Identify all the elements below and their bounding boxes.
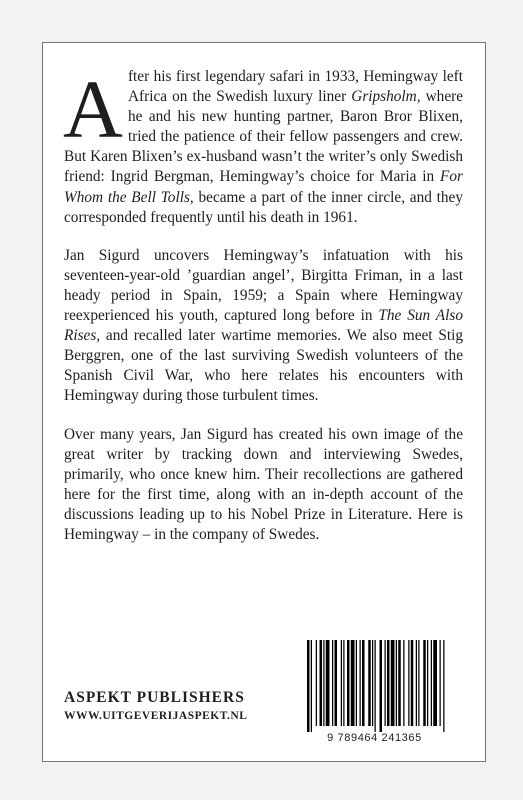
barcode-bar <box>341 640 342 726</box>
drop-cap: A <box>63 63 123 155</box>
barcode-bar <box>360 640 361 726</box>
book-title-italic: The Sun Also Rises <box>64 307 463 345</box>
barcode-bar <box>423 640 426 726</box>
ship-name: Gripsholm <box>351 88 417 106</box>
isbn-barcode <box>297 636 452 746</box>
barcode-bar <box>351 640 355 726</box>
barcode-bar <box>396 640 397 726</box>
barcode-bar <box>332 640 333 726</box>
barcode-bar <box>443 640 444 732</box>
barcode-bar <box>311 640 312 732</box>
blurb-line: left Africa on the Swedish luxury liner <box>127 68 463 106</box>
blurb-text-run: Over many years, Jan Sigurd has created his own image of the great writer by tracking down and interviewing Swedes, primarily, who once knew him. Their recollections are gathered here for the first time, along with an in-depth account of the discussions leading up to his Nobel Prize in Literature. Here is Hemingway – in the company of Swedes. <box>64 425 463 543</box>
book-title-italic: For Whom the Bell Tolls <box>64 168 463 206</box>
barcode-bar <box>398 640 401 726</box>
barcode-bar <box>408 640 409 726</box>
barcode-bar <box>385 640 386 726</box>
barcode-bar <box>347 640 350 726</box>
blurb-punct: , <box>416 88 421 106</box>
barcode-bar <box>433 640 437 726</box>
barcode-bar <box>368 640 371 726</box>
blurb-text-run: , became a part of the inner circle, and they corresponded frequently until his death in 1961. <box>64 188 463 226</box>
barcode-bar <box>440 640 441 726</box>
publisher-name: ASPEKT PUBLISHERS <box>64 689 245 706</box>
barcode-bar <box>372 640 373 726</box>
barcode-bar <box>391 640 395 726</box>
barcode-bar <box>316 640 317 726</box>
barcode-bar <box>427 640 428 726</box>
blurb-paragraph-1 <box>63 63 463 228</box>
barcode-bar <box>431 640 432 726</box>
barcode-bar <box>375 640 376 732</box>
publisher-url: WWW.UITGEVERIJASPEKT.NL <box>64 710 248 722</box>
cover-frame <box>42 42 486 762</box>
blurb-text-run: , and recalled later wartime memories. We also meet Stig Berggren, one of the last surviving Swedish volunteers of the Spanish Civil War, who here relates his encounters with Hemingway during those turbulent times. <box>64 327 463 405</box>
barcode-bar <box>356 640 357 726</box>
blurb-text-run: Bror Blixen, tried the patience of their fellow passengers and crew. But Karen Blixen’s ex-husband wasn’t the writer’s only Swedish friend: Ingrid Bergman, Hemingway’s choice for Maria in <box>64 108 463 186</box>
blurb-paragraph-2 <box>64 246 463 407</box>
barcode-bar <box>307 640 310 732</box>
barcode-bars <box>297 636 452 732</box>
barcode-bar <box>323 640 324 726</box>
barcode-bar <box>326 640 330 726</box>
blurb-text-run: Jan Sigurd uncovers Hemingway’s infatuation with his seventeen-year-old ’guardian angel’, Birgitta Friman, in a last heady period in Spain, 1959; a Spain where Hemingway reexperienced his youth, captured long before in <box>64 246 463 325</box>
barcode-bar <box>418 640 419 726</box>
publisher-block <box>64 688 247 724</box>
blurb-line: where he and his new hunting partner, Baron <box>127 88 463 126</box>
blurb-text <box>63 63 463 563</box>
barcode-bar <box>343 640 344 726</box>
barcode-bar <box>416 640 417 726</box>
barcode-bar <box>335 640 338 726</box>
barcode-bar <box>380 640 383 732</box>
barcode-bar <box>362 640 365 726</box>
barcode-bar <box>411 640 414 726</box>
barcode-bar <box>320 640 323 726</box>
barcode-bar <box>387 640 390 726</box>
blurb-line: fter his first legendary safari in 1933, Hemingway <box>127 68 439 85</box>
barcode-bar <box>403 640 404 726</box>
blurb-paragraph-3 <box>64 425 463 546</box>
isbn-digits: 9 789464 241365 <box>327 732 422 744</box>
